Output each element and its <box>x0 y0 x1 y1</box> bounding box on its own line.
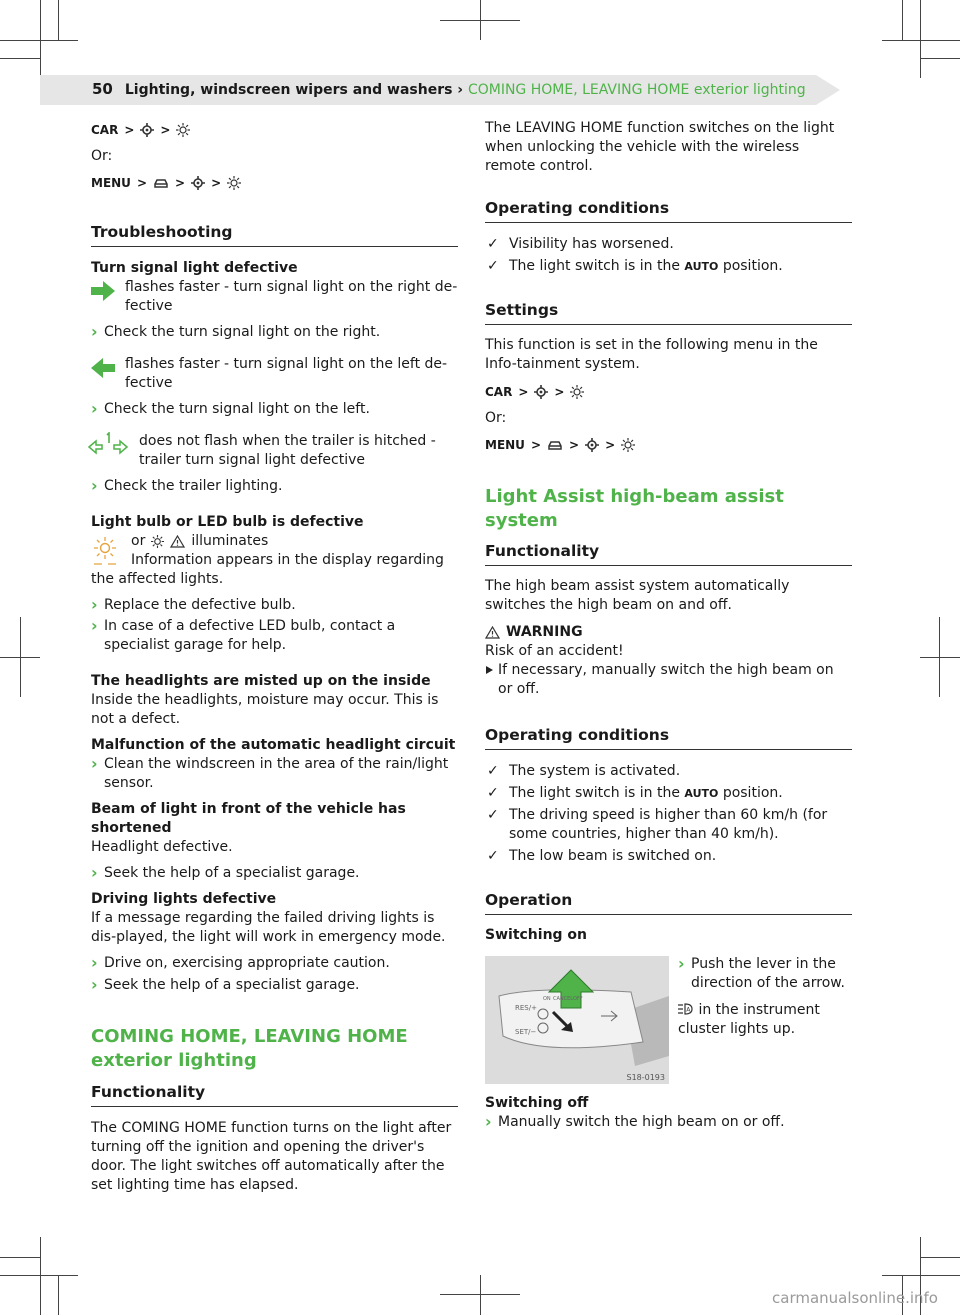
crop-mark <box>0 58 40 59</box>
settings-gear-icon <box>191 176 205 190</box>
breadcrumb-current: COMING HOME, LEAVING HOME exterior lighting <box>467 82 806 98</box>
condition-item: ✓ Visibility has worsened. <box>485 235 852 254</box>
beam-bullet: › Seek the help of a specialist garage. <box>91 864 458 883</box>
warning-title: WARNING <box>506 624 583 640</box>
light-sun-icon <box>570 385 584 399</box>
turn-signal-heading: Turn signal light defective <box>91 260 298 276</box>
coming-home-title: COMING HOME, LEAVING HOME exterior lighting <box>91 1026 408 1071</box>
bulb-bullet-1: › Replace the defective bulb. <box>91 596 458 615</box>
car-key: CAR <box>485 384 513 399</box>
condition-item: ✓ The system is activated. <box>485 762 852 781</box>
condition-item: ✓ The low beam is switched on. <box>485 847 852 866</box>
warning-triangle-icon <box>485 626 500 639</box>
path-separator: > <box>175 175 186 190</box>
bulb-indicator-line <box>91 532 458 551</box>
lever-label-set: SET/− <box>515 1028 537 1036</box>
beam-heading: Beam of light in front of the vehicle has shortened <box>91 801 406 836</box>
page-header <box>92 80 806 98</box>
right-signal-entry <box>91 278 458 316</box>
menu-path-car <box>485 382 852 402</box>
watermark: carmanualsonline.info <box>772 1289 938 1307</box>
settings-gear-icon <box>140 123 154 137</box>
misted-heading: The headlights are misted up on the inside <box>91 673 431 689</box>
leaving-home-text: The LEAVING HOME function switches on the light when unlocking the vehicle with the wireless remote control. <box>485 120 835 174</box>
operating-conditions-heading: Operating conditions <box>485 726 852 750</box>
crop-mark <box>0 1257 40 1258</box>
right-column <box>485 119 852 945</box>
left-signal-check: › Check the turn signal light on the left. <box>91 400 458 419</box>
lever-illustration <box>485 956 669 1084</box>
light-sun-icon <box>227 176 241 190</box>
breadcrumb: Lighting, windscreen wipers and washers › <box>124 82 468 98</box>
left-column <box>91 120 458 1195</box>
crop-mark <box>58 1275 59 1315</box>
defective-bulb-icon <box>91 534 119 568</box>
crop-mark <box>920 0 921 78</box>
bulb-heading: Light bulb or LED bulb is defective <box>91 514 364 530</box>
push-lever-bullet: › Push the lever in the direction of the arrow. <box>678 955 858 993</box>
settings-heading: Settings <box>485 301 852 325</box>
crop-mark <box>882 1275 960 1276</box>
menu-key: MENU <box>485 437 525 452</box>
or-text: Or: <box>485 410 507 426</box>
path-separator: > <box>518 384 529 399</box>
crop-mark <box>920 1257 960 1258</box>
left-signal-text: flashes faster - turn signal light on the left de-fective <box>125 356 448 391</box>
light-sun-icon <box>621 438 635 452</box>
right-signal-check: › Check the turn signal light on the right. <box>91 323 458 342</box>
bulb-or-text: or <box>131 533 146 549</box>
menu-path-car <box>91 120 458 140</box>
switching-on-heading: Switching on <box>485 927 588 943</box>
settings-gear-icon <box>585 438 599 452</box>
beam-text: Headlight defective. <box>91 839 233 855</box>
path-separator: > <box>569 437 580 452</box>
warning-triangle-icon <box>170 535 185 548</box>
condition-text: The light switch is in the <box>509 258 680 274</box>
crop-mark <box>920 58 960 59</box>
trailer-signal-text: does not flash when the trailer is hitched - trailer turn signal light defective <box>139 433 436 468</box>
condition-item: ✓ The driving speed is higher than 60 km/h (for some countries, higher than 40 km/h). <box>485 806 852 844</box>
condition-text: position. <box>722 258 783 274</box>
vehicle-icon <box>153 177 169 189</box>
path-separator: > <box>530 437 541 452</box>
path-separator: > <box>136 175 147 190</box>
car-key: CAR <box>91 122 119 137</box>
lever-label-cancel: CANCEL <box>553 996 574 1002</box>
crop-mark <box>902 0 903 40</box>
crop-mark <box>40 1237 41 1315</box>
right-turn-signal-icon <box>91 281 115 301</box>
driving-bullet-2: › Seek the help of a specialist garage. <box>91 976 458 995</box>
crop-mark <box>920 657 960 658</box>
driving-text: If a message regarding the failed driving lights is dis-played, the light will work in emergency mode. <box>91 910 446 945</box>
misted-text: Inside the headlights, moisture may occur. This is not a defect. <box>91 692 439 727</box>
bulb-illuminates-text: illuminates <box>191 533 269 549</box>
menu-path-menu <box>91 173 458 193</box>
functionality-heading: Functionality <box>91 1083 458 1107</box>
auto-symbol: AUTO <box>684 787 719 800</box>
crop-mark <box>58 0 59 40</box>
warning-title-row <box>485 623 852 642</box>
settings-text: This function is set in the following menu in the Info-tainment system. <box>485 337 818 372</box>
settings-gear-icon <box>534 385 548 399</box>
driving-heading: Driving lights defective <box>91 891 277 907</box>
path-separator: > <box>554 384 565 399</box>
crop-mark <box>939 617 940 697</box>
light-assist-title: Light Assist high-beam assist system <box>485 486 784 531</box>
driving-bullet-1: › Drive on, exercising appropriate caution. <box>91 954 458 973</box>
light-sun-icon <box>176 123 190 137</box>
condition-text: The light switch is in the <box>509 785 680 801</box>
lever-label-on: ON <box>543 996 551 1002</box>
path-separator: > <box>605 437 616 452</box>
trailer-turn-signal-icon <box>88 432 128 456</box>
crop-mark <box>480 1275 481 1315</box>
or-text: Or: <box>91 148 113 164</box>
functionality-heading: Functionality <box>485 542 852 566</box>
menu-key: MENU <box>91 175 131 190</box>
auto-symbol: AUTO <box>684 260 719 273</box>
left-turn-signal-icon <box>91 358 115 378</box>
condition-item <box>485 257 852 276</box>
svg-text:A: A <box>686 1006 691 1014</box>
trailer-signal-entry <box>91 432 458 470</box>
crop-mark <box>0 1275 78 1276</box>
bulb-info-text: Information appears in the display regarding the affected lights. <box>91 552 444 587</box>
switching-off-bullet: › Manually switch the high beam on or off. <box>485 1113 852 1132</box>
bulb-entry <box>91 532 458 589</box>
trailer-check: › Check the trailer lighting. <box>91 477 458 496</box>
figure-side-text <box>678 955 858 1039</box>
vehicle-icon <box>547 439 563 451</box>
light-assist-text: The high beam assist system automatically switches the high beam on and off. <box>485 578 790 613</box>
coming-home-text: The COMING HOME function turns on the light after turning off the ignition and opening the driver's door. The light switches off automatically after the set lighting time has elapsed. <box>91 1120 452 1193</box>
warning-box <box>485 623 852 699</box>
left-signal-entry <box>91 355 458 393</box>
crop-mark <box>40 0 41 78</box>
path-separator: > <box>160 122 171 137</box>
right-signal-text: flashes faster - turn signal light on the right de-fective <box>125 279 458 314</box>
condition-text: position. <box>722 785 783 801</box>
bulb-bullet-2: › In case of a defective LED bulb, contact a specialist garage for help. <box>91 617 458 655</box>
cluster-text <box>678 1001 858 1039</box>
page-number: 50 <box>92 80 113 98</box>
warning-text: Risk of an accident! <box>485 643 624 659</box>
malfunction-heading: Malfunction of the automatic headlight circuit <box>91 737 456 753</box>
malfunction-bullet: › Clean the windscreen in the area of the rain/light sensor. <box>91 755 458 793</box>
crop-mark <box>480 0 481 40</box>
troubleshooting-heading: Troubleshooting <box>91 223 458 247</box>
lever-figure <box>485 956 669 1084</box>
switching-off-heading: Switching off <box>485 1095 589 1111</box>
figure-label: S18-0193 <box>626 1073 665 1082</box>
path-separator: > <box>211 175 222 190</box>
cluster-text-body: in the instrument cluster lights up. <box>678 1002 820 1037</box>
switching-off-section <box>485 1094 852 1132</box>
high-beam-assist-icon <box>678 1003 694 1015</box>
lever-label-off: OFF <box>573 996 583 1002</box>
crop-mark <box>882 40 960 41</box>
crop-mark <box>0 40 78 41</box>
lever-label-res: RES/+ <box>515 1004 537 1012</box>
path-separator: > <box>124 122 135 137</box>
operating-conditions-heading: Operating conditions <box>485 199 852 223</box>
warning-bullet: If necessary, manually switch the high beam on or off. <box>485 661 852 699</box>
menu-path-menu <box>485 435 852 455</box>
operation-heading: Operation <box>485 891 852 915</box>
crop-mark <box>20 617 21 697</box>
condition-item <box>485 784 852 803</box>
light-sun-icon <box>151 535 164 548</box>
